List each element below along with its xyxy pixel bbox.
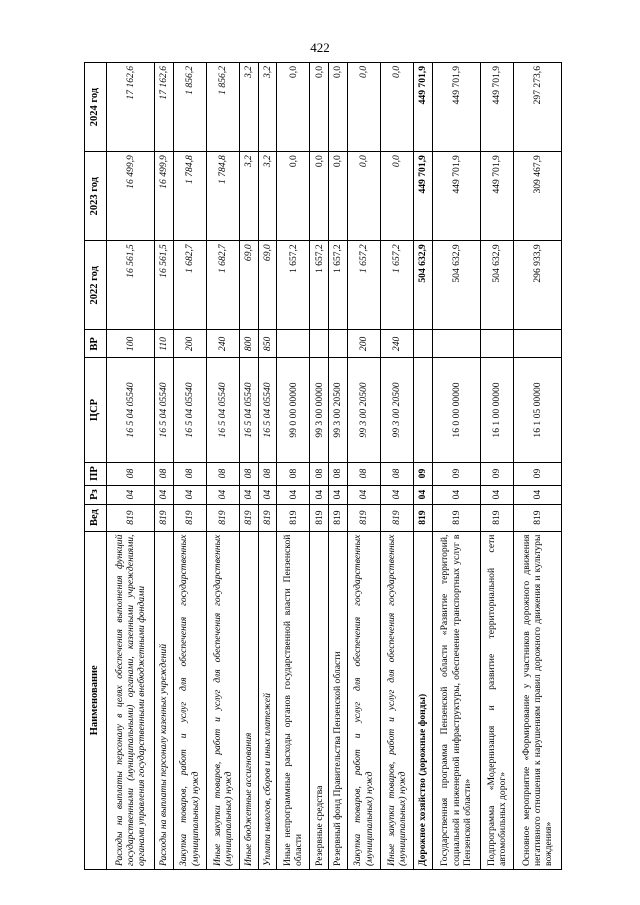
cell-vr (513, 330, 561, 358)
cell-y2022: 16 561,5 (107, 241, 155, 330)
cell-pr: 08 (347, 462, 380, 485)
cell-ved: 819 (258, 504, 277, 531)
cell-y2024: 0,0 (277, 63, 310, 152)
cell-y2022: 296 933,9 (513, 241, 561, 330)
cell-y2024: 449 701,9 (480, 63, 513, 152)
cell-ved: 819 (154, 504, 173, 531)
cell-csr: 16 5 04 05540 (258, 358, 277, 462)
cell-csr: 16 5 04 05540 (107, 358, 155, 462)
table-row (107, 63, 155, 870)
cell-y2022: 16 561,5 (154, 241, 173, 330)
cell-ved: 819 (414, 504, 433, 531)
table-row (329, 63, 348, 870)
cell-ved: 819 (206, 504, 239, 531)
cell-vr: 200 (347, 330, 380, 358)
cell-name: Государственная программа Пензенской области «Развитие территорий, социальной и инженерной инфраструктуры, обеспечение транспортных услуг в Пензенской области» (432, 531, 480, 869)
cell-csr: 16 5 04 05540 (154, 358, 173, 462)
cell-name: Дорожное хозяйство (дорожные фонды) (414, 531, 433, 869)
cell-y2023: 3,2 (258, 152, 277, 241)
cell-y2022: 504 632,9 (414, 241, 433, 330)
budget-table (84, 62, 562, 870)
cell-vr (414, 330, 433, 358)
cell-y2022: 504 632,9 (432, 241, 480, 330)
cell-name: Резервный фонд Правительства Пензенской области (329, 531, 348, 869)
table-container (84, 62, 562, 870)
cell-y2024: 449 701,9 (432, 63, 480, 152)
cell-rz: 04 (277, 485, 310, 504)
cell-pr: 08 (240, 462, 259, 485)
cell-rz: 04 (414, 485, 433, 504)
cell-rz: 04 (432, 485, 480, 504)
cell-vr: 240 (380, 330, 413, 358)
cell-rz: 04 (107, 485, 155, 504)
cell-rz: 04 (329, 485, 348, 504)
header-csr: ЦСР (85, 358, 107, 462)
cell-pr: 08 (380, 462, 413, 485)
cell-name: Иные непрограммные расходы органов государственной власти Пензенской области (277, 531, 310, 869)
cell-rz: 04 (347, 485, 380, 504)
cell-ved: 819 (480, 504, 513, 531)
cell-pr: 09 (513, 462, 561, 485)
cell-y2023: 3,2 (240, 152, 259, 241)
table-row (513, 63, 561, 870)
table-row (414, 63, 433, 870)
cell-rz: 04 (480, 485, 513, 504)
cell-name: Основное мероприятие «Формирование у участников дорожного движения негативного отношения к нарушениям правил дорожного движения и культуры вождения» (513, 531, 561, 869)
cell-vr (432, 330, 480, 358)
cell-y2022: 1 657,2 (310, 241, 329, 330)
cell-y2024: 0,0 (380, 63, 413, 152)
cell-y2024: 17 162,6 (107, 63, 155, 152)
cell-y2022: 1 657,2 (277, 241, 310, 330)
cell-y2022: 1 682,7 (173, 241, 206, 330)
table-row (206, 63, 239, 870)
cell-pr: 08 (206, 462, 239, 485)
cell-y2023: 449 701,9 (432, 152, 480, 241)
cell-y2022: 1 657,2 (380, 241, 413, 330)
header-rz: Рз (85, 485, 107, 504)
cell-ved: 819 (380, 504, 413, 531)
header-ved: Вед (85, 504, 107, 531)
table-row (347, 63, 380, 870)
cell-y2024: 0,0 (310, 63, 329, 152)
cell-vr: 800 (240, 330, 259, 358)
cell-ved: 819 (173, 504, 206, 531)
table-row (154, 63, 173, 870)
table-header-row (85, 63, 107, 870)
cell-csr: 99 3 00 20500 (380, 358, 413, 462)
cell-y2023: 0,0 (380, 152, 413, 241)
cell-y2023: 1 784,8 (206, 152, 239, 241)
cell-y2022: 69,0 (240, 241, 259, 330)
cell-name: Уплата налогов, сборов и иных платежей (258, 531, 277, 869)
cell-csr (414, 358, 433, 462)
cell-ved: 819 (513, 504, 561, 531)
cell-pr: 09 (414, 462, 433, 485)
cell-y2023: 449 701,9 (414, 152, 433, 241)
header-2023: 2023 год (85, 152, 107, 241)
cell-pr: 08 (107, 462, 155, 485)
table-row (480, 63, 513, 870)
cell-rz: 04 (513, 485, 561, 504)
table-row (173, 63, 206, 870)
cell-rz: 04 (240, 485, 259, 504)
table-row (277, 63, 310, 870)
cell-pr: 08 (277, 462, 310, 485)
table-row (432, 63, 480, 870)
cell-y2023: 16 499,9 (154, 152, 173, 241)
cell-vr: 850 (258, 330, 277, 358)
cell-csr: 99 3 00 00000 (310, 358, 329, 462)
cell-y2024: 1 856,2 (173, 63, 206, 152)
cell-y2022: 1 682,7 (206, 241, 239, 330)
cell-y2023: 449 701,9 (480, 152, 513, 241)
header-2024: 2024 год (85, 63, 107, 152)
header-pr: ПР (85, 462, 107, 485)
cell-rz: 04 (206, 485, 239, 504)
cell-csr: 16 5 04 05540 (206, 358, 239, 462)
table-row (310, 63, 329, 870)
cell-name: Закупка товаров, работ и услуг для обеспечения государственных (муниципальных) нужд (347, 531, 380, 869)
header-name: Наименование (85, 531, 107, 869)
cell-pr: 08 (329, 462, 348, 485)
table-row (258, 63, 277, 870)
header-2022: 2022 год (85, 241, 107, 330)
cell-y2024: 17 162,6 (154, 63, 173, 152)
cell-csr: 16 1 05 00000 (513, 358, 561, 462)
cell-vr (277, 330, 310, 358)
cell-name: Иные закупки товаров, работ и услуг для обеспечения государственных (муниципальных) нужд (380, 531, 413, 869)
table-row (240, 63, 259, 870)
cell-csr: 16 1 00 00000 (480, 358, 513, 462)
cell-vr (329, 330, 348, 358)
cell-y2024: 297 273,6 (513, 63, 561, 152)
cell-y2022: 69,0 (258, 241, 277, 330)
cell-csr: 99 3 00 20500 (329, 358, 348, 462)
cell-y2023: 0,0 (329, 152, 348, 241)
cell-pr: 08 (173, 462, 206, 485)
cell-ved: 819 (277, 504, 310, 531)
cell-csr: 16 0 00 00000 (432, 358, 480, 462)
cell-ved: 819 (432, 504, 480, 531)
cell-name: Расходы на выплаты персоналу в целях обеспечения выполнения функций государственными (муниципальными) органами, казенными учреждениями, органами управления государственными внебюджетными фондами (107, 531, 155, 869)
page-number: 422 (310, 40, 330, 55)
cell-y2024: 449 701,9 (414, 63, 433, 152)
cell-y2022: 504 632,9 (480, 241, 513, 330)
cell-vr (480, 330, 513, 358)
cell-name: Иные бюджетные ассигнования (240, 531, 259, 869)
cell-csr: 99 3 00 20500 (347, 358, 380, 462)
cell-y2023: 0,0 (347, 152, 380, 241)
cell-csr: 99 0 00 00000 (277, 358, 310, 462)
cell-y2023: 16 499,9 (107, 152, 155, 241)
cell-csr: 16 5 04 05540 (173, 358, 206, 462)
cell-y2023: 0,0 (277, 152, 310, 241)
header-vr: ВР (85, 330, 107, 358)
cell-csr: 16 5 04 05540 (240, 358, 259, 462)
cell-vr: 110 (154, 330, 173, 358)
cell-name: Закупка товаров, работ и услуг для обеспечения государственных (муниципальных) нужд (173, 531, 206, 869)
cell-y2024: 3,2 (258, 63, 277, 152)
table-row (380, 63, 413, 870)
cell-ved: 819 (107, 504, 155, 531)
cell-pr: 09 (480, 462, 513, 485)
cell-y2024: 0,0 (347, 63, 380, 152)
cell-y2022: 1 657,2 (329, 241, 348, 330)
cell-ved: 819 (310, 504, 329, 531)
cell-name: Расходы на выплаты персоналу казенных учреждений (154, 531, 173, 869)
cell-pr: 08 (310, 462, 329, 485)
cell-pr: 08 (258, 462, 277, 485)
cell-y2024: 0,0 (329, 63, 348, 152)
cell-pr: 09 (432, 462, 480, 485)
cell-y2024: 1 856,2 (206, 63, 239, 152)
cell-name: Подпрограмма «Модернизация и развитие территориальной сети автомобильных дорог» (480, 531, 513, 869)
cell-vr: 200 (173, 330, 206, 358)
cell-ved: 819 (329, 504, 348, 531)
cell-name: Иные закупки товаров, работ и услуг для обеспечения государственных (муниципальных) нужд (206, 531, 239, 869)
cell-rz: 04 (310, 485, 329, 504)
cell-ved: 819 (240, 504, 259, 531)
cell-rz: 04 (154, 485, 173, 504)
cell-vr (310, 330, 329, 358)
cell-vr: 240 (206, 330, 239, 358)
cell-name: Резервные средства (310, 531, 329, 869)
cell-y2023: 0,0 (310, 152, 329, 241)
cell-pr: 08 (154, 462, 173, 485)
cell-y2024: 3,2 (240, 63, 259, 152)
cell-y2023: 1 784,8 (173, 152, 206, 241)
cell-ved: 819 (347, 504, 380, 531)
cell-rz: 04 (380, 485, 413, 504)
cell-rz: 04 (173, 485, 206, 504)
cell-y2023: 309 467,9 (513, 152, 561, 241)
cell-y2022: 1 657,2 (347, 241, 380, 330)
cell-vr: 100 (107, 330, 155, 358)
cell-rz: 04 (258, 485, 277, 504)
